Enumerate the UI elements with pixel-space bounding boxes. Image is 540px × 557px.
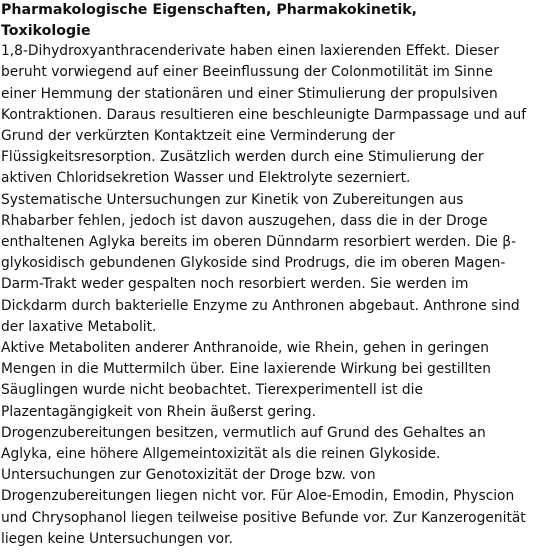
- body-line: Systematische Untersuchungen zur Kinetik von Zubereitungen aus: [1, 191, 464, 208]
- body-line: Drogenzubereitungen besitzen, vermutlich auf Grund des Gehaltes an: [1, 424, 486, 441]
- body-line: enthaltenen Aglyka bereits im oberen Dünndarm resorbiert werden. Die β-: [1, 234, 517, 251]
- body-line: Untersuchungen zur Genotoxizität der Droge bzw. von: [1, 467, 376, 484]
- body-line: Kontraktionen. Daraus resultieren eine beschleunigte Darmpassage und auf: [1, 106, 527, 123]
- body-line: der laxative Metabolit.: [1, 318, 157, 335]
- body-line: 1,8-Dihydroxyanthracenderivate haben einen laxierenden Effekt. Dieser: [1, 43, 499, 60]
- heading-line: Toxikologie: [1, 22, 91, 39]
- body-line: aktiven Chloridsekretion Wasser und Elektrolyte sezerniert.: [1, 170, 411, 187]
- body-line: einer Hemmung der stationären und einer Stimulierung der propulsiven: [1, 85, 498, 102]
- body-line: Flüssigkeitsresorption. Zusätzlich werden durch eine Stimulierung der: [1, 149, 484, 166]
- body-line: Grund der verkürzten Kontaktzeit eine Verminderung der: [1, 128, 395, 144]
- body-line: Aktive Metaboliten anderer Anthranoide, wie Rhein, gehen in geringen: [1, 340, 489, 357]
- body-line: Darm-Trakt weder gespalten noch resorbiert werden. Sie werden im: [1, 276, 469, 293]
- body-line: Drogenzubereitungen liegen nicht vor. Für Aloe-Emodin, Emodin, Physcion: [1, 488, 515, 505]
- body-line: Rhabarber fehlen, jedoch ist davon auszugehen, dass die in der Droge: [1, 212, 488, 229]
- body-line: Plazentagängigkeit von Rhein äußerst gering.: [1, 403, 317, 420]
- body-line: glykosidisch gebundenen Glykoside sind Prodrugs, die im oberen Magen-: [1, 255, 506, 272]
- heading-line: Pharmakologische Eigenschaften, Pharmakokinetik,: [1, 2, 418, 18]
- body-line: Aglyka, eine höhere Allgemeintoxizität als die reinen Glykoside.: [1, 446, 441, 463]
- body-line: beruht vorwiegend auf einer Beeinflussung der Colonmotilität im Sinne: [1, 64, 493, 81]
- body-line: und Chrysophanol liegen teilweise positive Befunde vor. Zur Kanzerogenität: [1, 509, 526, 526]
- body-line: Mengen in die Muttermilch über. Eine laxierende Wirkung bei gestillten: [1, 361, 491, 378]
- body-line: liegen keine Untersuchungen vor.: [1, 530, 233, 547]
- body-line: Dickdarm durch bakterielle Enzyme zu Anthronen abgebaut. Anthrone sind: [1, 297, 520, 314]
- body-line: Säuglingen wurde nicht beobachtet. Tierexperimentell ist die: [1, 382, 423, 399]
- section-heading: [0, 0, 540, 41]
- section-body: [0, 41, 540, 550]
